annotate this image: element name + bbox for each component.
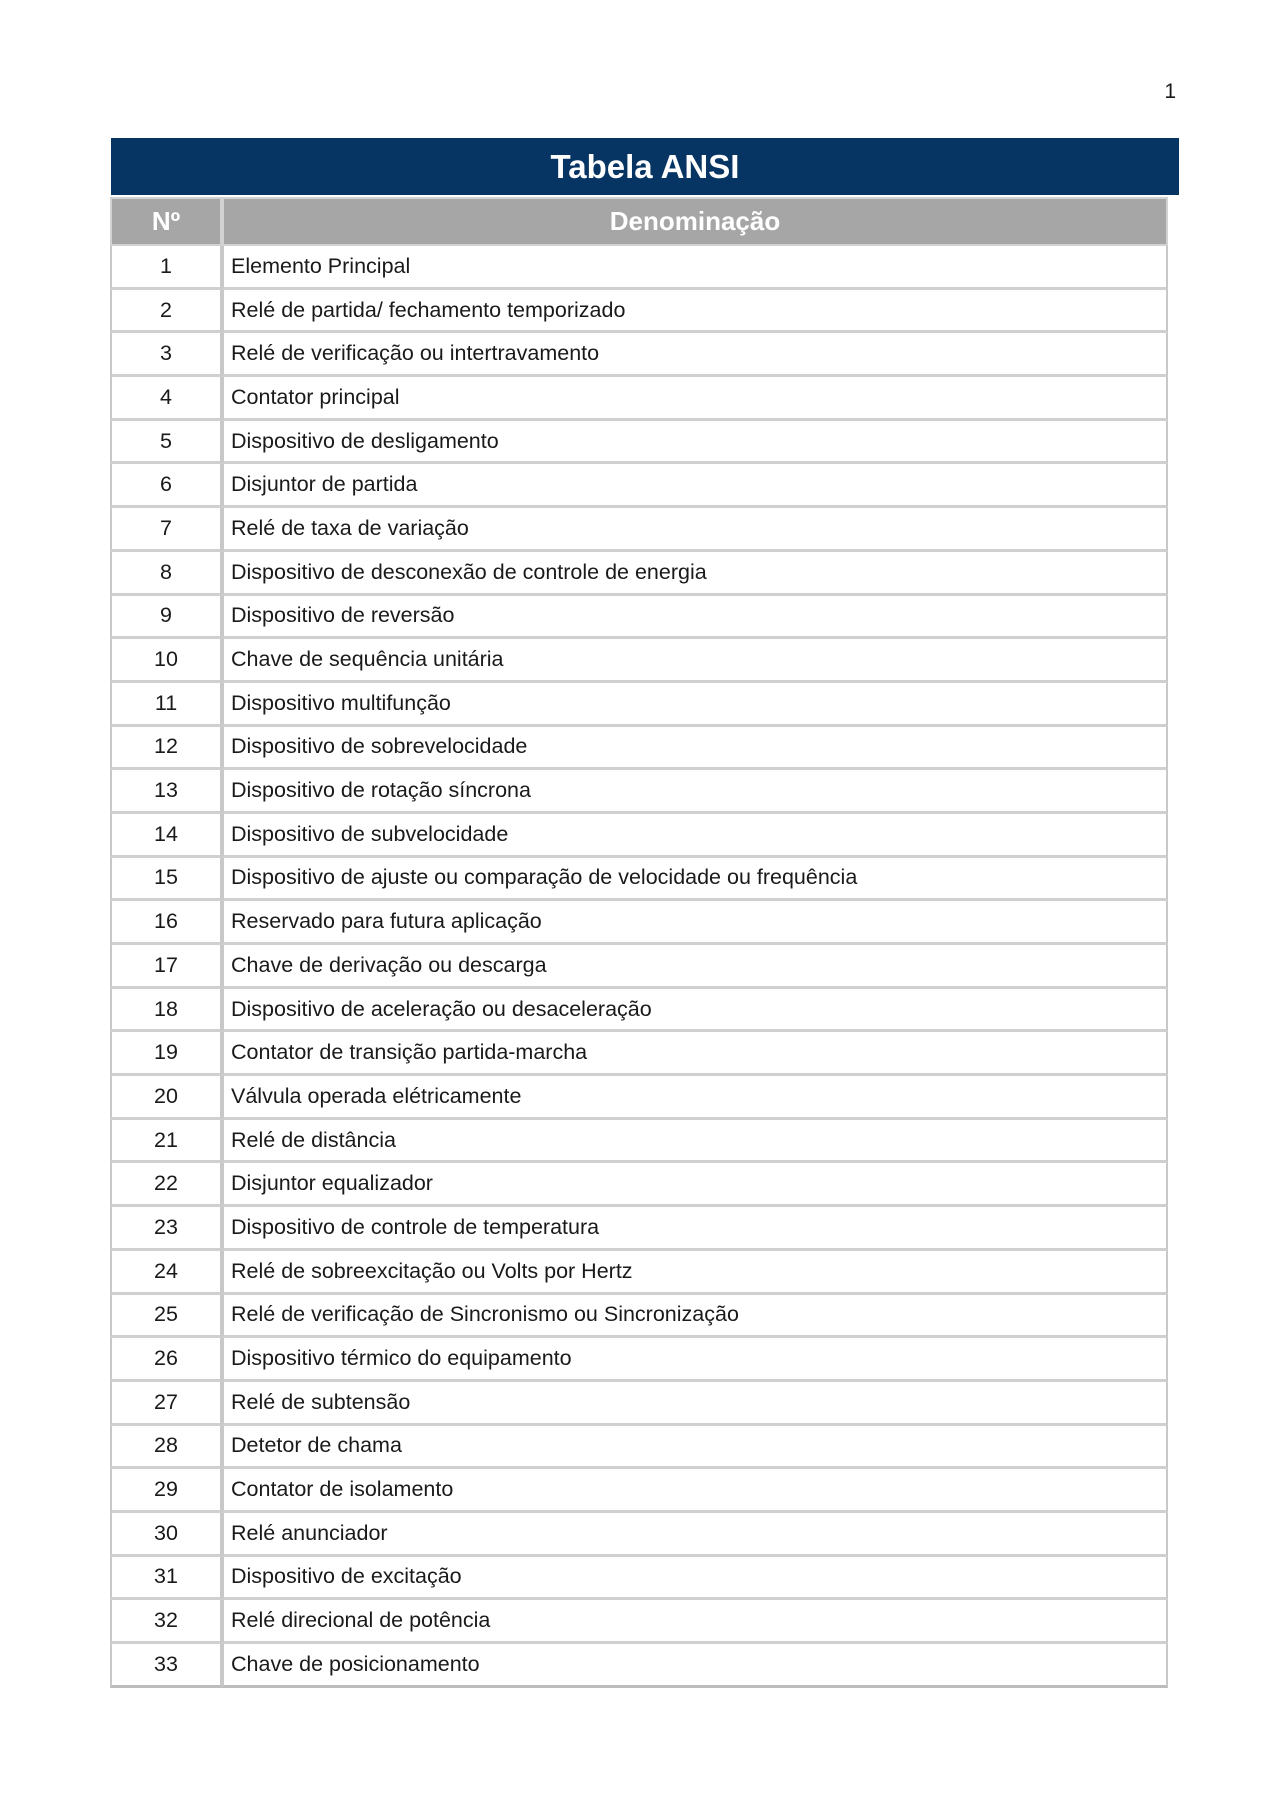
row-number: 25 bbox=[110, 1295, 222, 1339]
row-denomination: Dispositivo de rotação síncrona bbox=[222, 770, 1168, 814]
row-number: 18 bbox=[110, 989, 222, 1033]
row-denomination: Válvula operada elétricamente bbox=[222, 1076, 1168, 1120]
row-denomination: Dispositivo de aceleração ou desaceleração bbox=[222, 989, 1168, 1033]
row-number: 31 bbox=[110, 1557, 222, 1601]
row-denomination: Relé direcional de potência bbox=[222, 1600, 1168, 1644]
row-denomination: Dispositivo de desligamento bbox=[222, 421, 1168, 465]
row-number: 21 bbox=[110, 1120, 222, 1164]
row-number: 2 bbox=[110, 290, 222, 334]
ansi-table bbox=[110, 197, 1168, 1688]
table-row bbox=[110, 1600, 1168, 1644]
row-number: 29 bbox=[110, 1469, 222, 1513]
row-denomination: Contator de transição partida-marcha bbox=[222, 1032, 1168, 1076]
table-row bbox=[110, 945, 1168, 989]
row-number: 22 bbox=[110, 1163, 222, 1207]
row-denomination: Elemento Principal bbox=[222, 246, 1168, 290]
table-row bbox=[110, 858, 1168, 902]
column-header-name: Denominação bbox=[222, 197, 1168, 246]
table-row bbox=[110, 1076, 1168, 1120]
row-denomination: Relé de subtensão bbox=[222, 1382, 1168, 1426]
table-row bbox=[110, 246, 1168, 290]
table-row bbox=[110, 1032, 1168, 1076]
table-row bbox=[110, 552, 1168, 596]
row-denomination: Contator principal bbox=[222, 377, 1168, 421]
table-row bbox=[110, 1295, 1168, 1339]
row-number: 10 bbox=[110, 639, 222, 683]
table-row bbox=[110, 1338, 1168, 1382]
table-row bbox=[110, 1382, 1168, 1426]
table-row bbox=[110, 377, 1168, 421]
row-number: 6 bbox=[110, 464, 222, 508]
row-denomination: Dispositivo multifunção bbox=[222, 683, 1168, 727]
table-row bbox=[110, 1163, 1168, 1207]
table-row bbox=[110, 1469, 1168, 1513]
table-row bbox=[110, 290, 1168, 334]
table-row bbox=[110, 989, 1168, 1033]
row-denomination: Relé de verificação de Sincronismo ou Sincronização bbox=[222, 1295, 1168, 1339]
row-number: 9 bbox=[110, 596, 222, 640]
table-row bbox=[110, 727, 1168, 771]
row-denomination: Dispositivo térmico do equipamento bbox=[222, 1338, 1168, 1382]
row-number: 12 bbox=[110, 727, 222, 771]
table-row bbox=[110, 814, 1168, 858]
table-row bbox=[110, 639, 1168, 683]
row-denomination: Contator de isolamento bbox=[222, 1469, 1168, 1513]
table-row bbox=[110, 683, 1168, 727]
table-body bbox=[110, 246, 1168, 1688]
row-denomination: Relé de taxa de variação bbox=[222, 508, 1168, 552]
row-denomination: Relé anunciador bbox=[222, 1513, 1168, 1557]
row-number: 4 bbox=[110, 377, 222, 421]
row-number: 17 bbox=[110, 945, 222, 989]
row-number: 1 bbox=[110, 246, 222, 290]
table-row bbox=[110, 1120, 1168, 1164]
row-denomination: Chave de derivação ou descarga bbox=[222, 945, 1168, 989]
table-row bbox=[110, 508, 1168, 552]
table-row bbox=[110, 421, 1168, 465]
row-number: 13 bbox=[110, 770, 222, 814]
table-row bbox=[110, 770, 1168, 814]
row-number: 28 bbox=[110, 1426, 222, 1470]
row-number: 19 bbox=[110, 1032, 222, 1076]
row-number: 11 bbox=[110, 683, 222, 727]
row-denomination: Disjuntor equalizador bbox=[222, 1163, 1168, 1207]
row-denomination: Dispositivo de reversão bbox=[222, 596, 1168, 640]
table-row bbox=[110, 1557, 1168, 1601]
row-denomination: Chave de sequência unitária bbox=[222, 639, 1168, 683]
table-row bbox=[110, 1426, 1168, 1470]
row-denomination: Dispositivo de desconexão de controle de energia bbox=[222, 552, 1168, 596]
page-number: 1 bbox=[1164, 80, 1176, 103]
table-row bbox=[110, 1251, 1168, 1295]
table-row bbox=[110, 596, 1168, 640]
row-denomination: Dispositivo de excitação bbox=[222, 1557, 1168, 1601]
table-row bbox=[110, 333, 1168, 377]
row-number: 30 bbox=[110, 1513, 222, 1557]
table-title: Tabela ANSI bbox=[111, 138, 1179, 195]
row-denomination: Dispositivo de ajuste ou comparação de velocidade ou frequência bbox=[222, 858, 1168, 902]
row-denomination: Detetor de chama bbox=[222, 1426, 1168, 1470]
row-number: 20 bbox=[110, 1076, 222, 1120]
row-denomination: Dispositivo de controle de temperatura bbox=[222, 1207, 1168, 1251]
row-denomination: Chave de posicionamento bbox=[222, 1644, 1168, 1688]
row-denomination: Relé de verificação ou intertravamento bbox=[222, 333, 1168, 377]
row-denomination: Dispositivo de sobrevelocidade bbox=[222, 727, 1168, 771]
row-number: 5 bbox=[110, 421, 222, 465]
table-row bbox=[110, 464, 1168, 508]
row-denomination: Reservado para futura aplicação bbox=[222, 901, 1168, 945]
row-number: 32 bbox=[110, 1600, 222, 1644]
column-header-number: Nº bbox=[110, 197, 222, 246]
row-number: 15 bbox=[110, 858, 222, 902]
row-number: 27 bbox=[110, 1382, 222, 1426]
table-row bbox=[110, 1513, 1168, 1557]
table-row bbox=[110, 901, 1168, 945]
table-row bbox=[110, 1207, 1168, 1251]
row-number: 26 bbox=[110, 1338, 222, 1382]
row-number: 16 bbox=[110, 901, 222, 945]
row-number: 8 bbox=[110, 552, 222, 596]
row-number: 23 bbox=[110, 1207, 222, 1251]
table-row bbox=[110, 1644, 1168, 1688]
row-denomination: Relé de partida/ fechamento temporizado bbox=[222, 290, 1168, 334]
row-denomination: Relé de sobreexcitação ou Volts por Hertz bbox=[222, 1251, 1168, 1295]
row-number: 7 bbox=[110, 508, 222, 552]
table-header-row bbox=[110, 197, 1168, 246]
row-denomination: Disjuntor de partida bbox=[222, 464, 1168, 508]
row-number: 14 bbox=[110, 814, 222, 858]
row-denomination: Relé de distância bbox=[222, 1120, 1168, 1164]
row-number: 3 bbox=[110, 333, 222, 377]
row-number: 24 bbox=[110, 1251, 222, 1295]
row-denomination: Dispositivo de subvelocidade bbox=[222, 814, 1168, 858]
row-number: 33 bbox=[110, 1644, 222, 1688]
